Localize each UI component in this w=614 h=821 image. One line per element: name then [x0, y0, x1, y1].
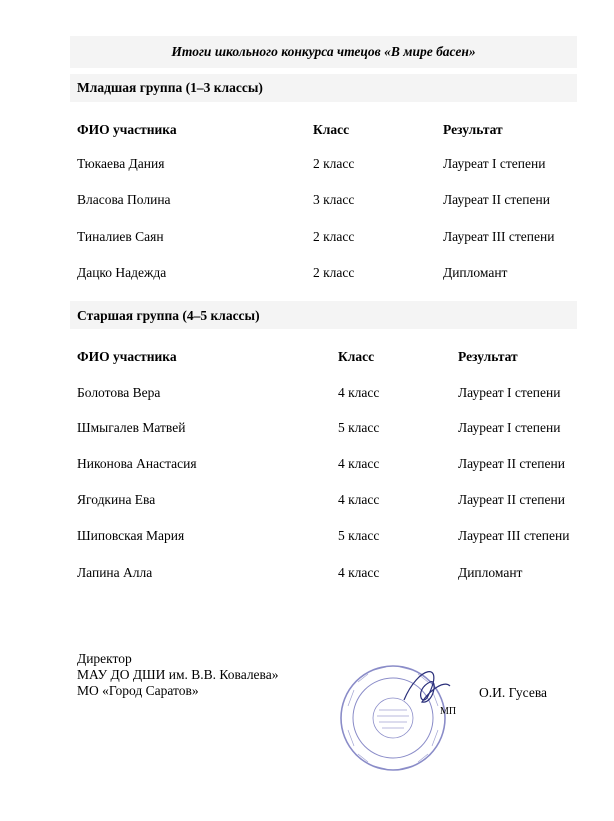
official-stamp-icon [334, 660, 452, 772]
participant-class: 2 класс [313, 229, 355, 244]
participant-name: Шмыгалев Матвей [77, 420, 186, 435]
handwritten-signature-icon [404, 672, 450, 702]
participant-name: Тюкаева Дания [77, 156, 165, 171]
signer-municipality: МО «Город Саратов» [77, 683, 199, 698]
participant-class: 5 класс [338, 528, 380, 543]
signer-position: Директор [77, 651, 132, 666]
senior-header-row [0, 349, 614, 367]
participant-class: 3 класс [313, 192, 355, 207]
table-row [0, 192, 614, 210]
page-title: Итоги школьного конкурса чтецов «В мире басен» [171, 44, 476, 59]
participant-class: 4 класс [338, 565, 380, 580]
senior-group-heading: Старшая группа (4–5 классы) [77, 308, 260, 323]
participant-result: Лауреат I степени [458, 385, 561, 400]
junior-col-name: ФИО участника [77, 122, 177, 137]
junior-col-result: Результат [443, 122, 503, 137]
participant-result: Дипломант [443, 265, 508, 280]
participant-result: Лауреат II степени [458, 492, 565, 507]
participant-name: Дацко Надежда [77, 265, 167, 280]
participant-result: Лауреат II степени [458, 456, 565, 471]
junior-group-heading: Младшая группа (1–3 классы) [77, 80, 263, 95]
participant-name: Болотова Вера [77, 385, 161, 400]
senior-col-result: Результат [458, 349, 518, 364]
table-row [0, 565, 614, 583]
participant-class: 2 класс [313, 156, 355, 171]
stamp-outer-ring [341, 666, 445, 770]
table-row [0, 265, 614, 283]
stamp-place-label: МП [440, 706, 457, 717]
junior-col-class: Класс [313, 122, 350, 137]
table-row [0, 385, 614, 403]
participant-result: Лауреат II степени [443, 192, 550, 207]
table-row [0, 229, 614, 247]
table-row [0, 156, 614, 174]
table-row [0, 420, 614, 438]
table-row [0, 492, 614, 510]
table-row [0, 456, 614, 474]
participant-result: Лауреат I степени [458, 420, 561, 435]
participant-class: 5 класс [338, 420, 380, 435]
participant-name: Лапина Алла [77, 565, 153, 580]
junior-header-row [0, 122, 614, 140]
participant-class: 4 класс [338, 456, 380, 471]
stamp-inner-ring [353, 678, 433, 758]
participant-result: Лауреат I степени [443, 156, 546, 171]
participant-class: 4 класс [338, 385, 380, 400]
table-row [0, 528, 614, 546]
participant-result: Лауреат III степени [443, 229, 555, 244]
stamp-lettering [348, 667, 438, 769]
participant-class: 2 класс [313, 265, 355, 280]
senior-col-name: ФИО участника [77, 349, 177, 364]
stamp-core-ring [373, 698, 413, 738]
participant-name: Власова Полина [77, 192, 171, 207]
participant-name: Шиповская Мария [77, 528, 185, 543]
signer-organization: МАУ ДО ДШИ им. В.В. Ковалева» [77, 667, 279, 682]
participant-result: Дипломант [458, 565, 523, 580]
participant-name: Тиналиев Саян [77, 229, 164, 244]
participant-result: Лауреат III степени [458, 528, 570, 543]
participant-name: Никонова Анастасия [77, 456, 197, 471]
signer-name: О.И. Гусева [479, 685, 548, 700]
participant-name: Ягодкина Ева [77, 492, 156, 507]
signature-block [77, 651, 279, 699]
participant-class: 4 класс [338, 492, 380, 507]
senior-col-class: Класс [338, 349, 375, 364]
